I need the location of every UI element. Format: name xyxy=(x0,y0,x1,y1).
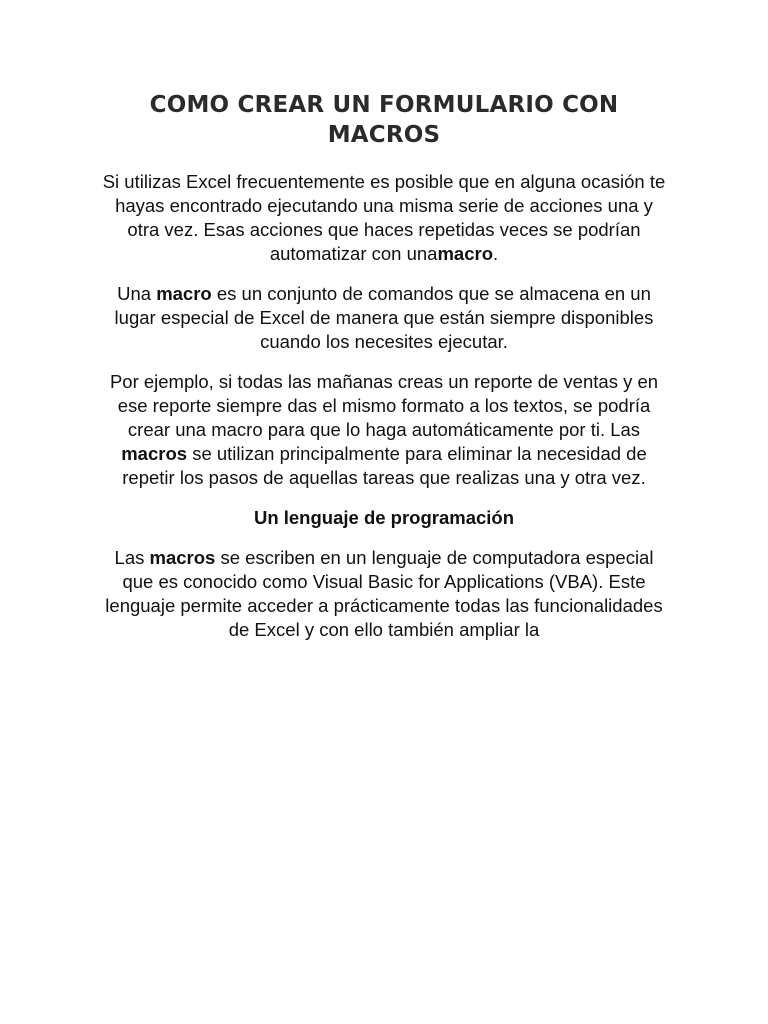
paragraph-definition-start: Una xyxy=(117,283,157,304)
paragraph-definition-bold: macro xyxy=(156,283,212,304)
paragraph-vba xyxy=(100,546,668,642)
paragraph-intro-text: Si utilizas Excel frecuentemente es posible que en alguna ocasión te hayas encontrado ejecutando una misma serie de acciones una y otra vez. Esas acciones que haces repetidas veces se podrían automatizar con una xyxy=(102,171,666,264)
paragraph-intro xyxy=(100,170,668,266)
paragraph-example-start: Por ejemplo, si todas las mañanas creas un reporte de ventas y en ese reporte siempre das el mismo formato a los textos, se podría crear una macro para que lo haga automáticamente por ti. Las xyxy=(109,371,659,440)
paragraph-intro-bold: macro xyxy=(437,243,494,264)
paragraph-definition xyxy=(100,282,668,354)
paragraph-vba-bold: macros xyxy=(149,547,216,568)
section-heading: Un lenguaje de programación xyxy=(253,507,515,528)
paragraph-vba-start: Las xyxy=(114,547,150,568)
document-body xyxy=(100,90,668,658)
document-title: COMO CREAR UN FORMULARIO CON MACROS xyxy=(149,92,619,148)
paragraph-example-bold: macros xyxy=(121,443,188,464)
paragraph-example xyxy=(100,370,668,490)
paragraph-example-end: se utilizan principalmente para eliminar la necesidad de repetir los pasos de aquellas tareas que realizas una y otra vez. xyxy=(122,443,647,488)
paragraph-intro-end: . xyxy=(493,243,499,264)
paragraph-definition-end: es un conjunto de comandos que se almacena en un lugar especial de Excel de manera que están siempre disponibles cuando los necesites ejecutar. xyxy=(114,283,654,352)
paragraph-vba-end: se escriben en un lenguaje de computadora especial que es conocido como Visual Basic for Applications (VBA). Este lenguaje permite acceder a prácticamente todas las funcionalidades de Excel y con ello también ampliar la xyxy=(105,547,663,640)
